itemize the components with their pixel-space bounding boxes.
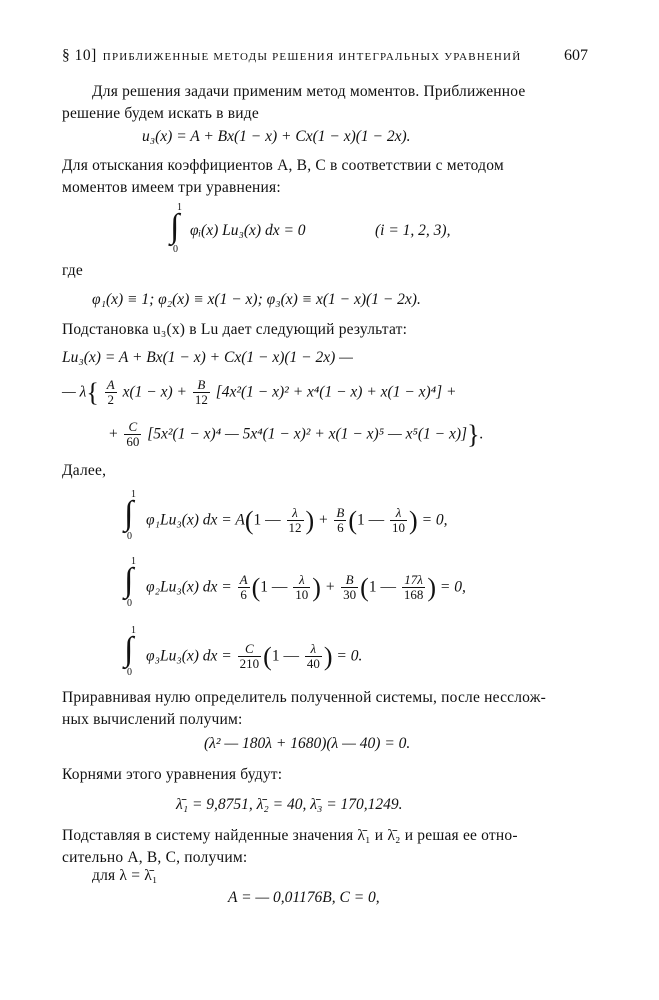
paragraph-line: ных вычислений получим:: [62, 711, 243, 728]
paragraph-line: Корнями этого уравнения будут:: [62, 766, 283, 783]
paragraph-line: Для решения задачи применим метод моментов. Приближенное: [92, 83, 526, 100]
fraction: $\frac{\lambda}{40}$: [306, 641, 320, 672]
fraction: $\frac{\lambda}{10}$: [392, 505, 406, 536]
further-label: Далее,: [62, 462, 107, 479]
fraction: $\frac{\lambda}{12}$: [288, 505, 302, 536]
fraction: $\frac{A}{6}$: [239, 572, 248, 603]
paragraph-line: сительно A, B, C, получим:: [62, 849, 248, 866]
fraction: $\frac{17\lambda}{168}$: [403, 572, 424, 603]
fraction: $\frac{A}{2}$: [106, 377, 115, 408]
moment-equation: φᵢ(x) Lu₃(x) dx = 0: [190, 222, 306, 239]
equation-u3: u₃(x) = A + Bx(1 − x) + Cx(1 − x)(1 − 2x).: [142, 128, 411, 145]
paragraph-line: решение будем искать в виде: [62, 105, 259, 122]
chapter-title: ПРИБЛИЖЕННЫЕ МЕТОДЫ РЕШЕНИЯ ИНТЕГРАЛЬНЫХ УРАВНЕНИЙ: [102, 51, 522, 63]
fraction: $\frac{C}{210}$: [239, 641, 260, 672]
solution-line: A = — 0,01176B, C = 0,: [228, 889, 380, 906]
fraction: $\frac{B}{6}$: [336, 505, 345, 536]
integral-sign: ∫ 1 0: [124, 556, 136, 609]
moment-index: (i = 1, 2, 3),: [375, 222, 451, 239]
paragraph-line: моментов имеем три уравнения:: [62, 179, 281, 196]
integral-eq-1: φ₁Lu₃(x) dx = A(1 — $\frac{\lambda}{12}$ ) + $\frac{B}{6}$ (1 — $\frac{\lambda}{10}$ ) = 0,: [146, 505, 448, 536]
lu-line-2: — λ{ $\frac{A}{2}$ x(1 − x) + $\frac{B}{12}$ [4x²(1 − x)² + x⁴(1 − x) + x(1 − x)⁴] +: [62, 377, 457, 408]
where-label: где: [62, 262, 83, 279]
integral-sign: ∫ 1 0: [170, 202, 182, 255]
integral-eq-3: φ₃Lu₃(x) dx = $\frac{C}{210}$ (1 — $\frac{\lambda}{40}$ ) = 0.: [146, 641, 363, 672]
page-number: 607: [564, 47, 588, 64]
roots-line: λ̄₁ = 9,8751, λ̄₂ = 40, λ̄₃ = 170,1249.: [176, 796, 403, 813]
characteristic-equation: (λ² — 180λ + 1680)(λ — 40) = 0.: [204, 735, 411, 752]
phi-definitions: φ₁(x) ≡ 1; φ₂(x) ≡ x(1 − x); φ₃(x) ≡ x(1 − x)(1 − 2x).: [92, 291, 421, 308]
lu-line-1: Lu₃(x) = A + Bx(1 − x) + Cx(1 − x)(1 − 2x) —: [62, 349, 353, 366]
paragraph-line: Подстановка u₃(x) в Lu дает следующий результат:: [62, 321, 408, 338]
lu-line-3: + $\frac{C}{60}$ [5x²(1 − x)⁴ — 5x⁴(1 − x)² + x(1 − x)⁵ — x⁵(1 − x)]}.: [108, 419, 484, 450]
running-header: [62, 48, 588, 64]
paragraph-line: Подставляя в систему найденные значения λ̄₁ и λ̄₂ и решая ее отно-: [62, 827, 518, 844]
fraction: $\frac{B}{12}$: [194, 377, 208, 408]
case-label: для λ = λ̄₁: [92, 867, 158, 884]
integral-eq-2: φ₂Lu₃(x) dx = $\frac{A}{6}$ (1 — $\frac{\lambda}{10}$ ) + $\frac{B}{30}$ (1 — $\frac{17\lambda}{168}$ ) = 0,: [146, 572, 466, 603]
paragraph-line: Для отыскания коэффициентов A, B, C в соответствии с методом: [62, 157, 504, 174]
paragraph-line: Приравнивая нулю определитель полученной системы, после несслож-: [62, 689, 547, 706]
integral-sign: ∫ 1 0: [124, 625, 136, 678]
fraction: $\frac{C}{60}$: [126, 419, 140, 450]
fraction: $\frac{B}{30}$: [343, 572, 357, 603]
fraction: $\frac{\lambda}{10}$: [295, 572, 309, 603]
integral-sign: ∫ 1 0: [124, 489, 136, 542]
section-mark: § 10]: [62, 47, 97, 64]
